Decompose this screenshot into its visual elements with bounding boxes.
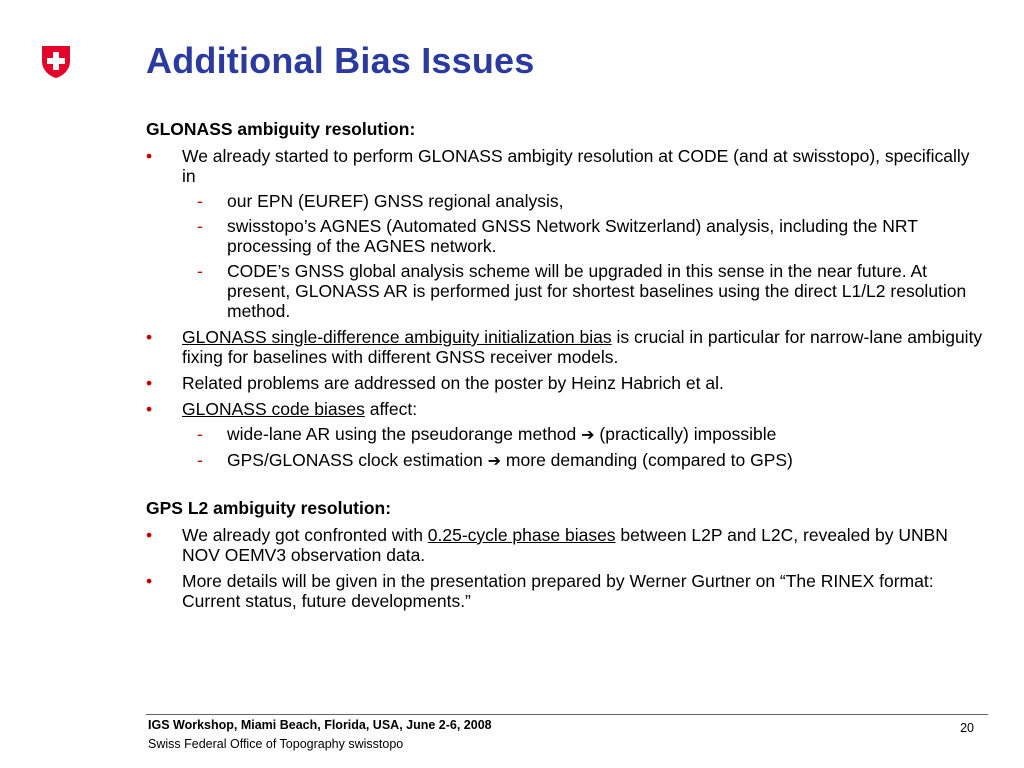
sub-bullet-text-tail: (practically) impossible — [594, 424, 777, 444]
right-arrow-icon: ➔ — [487, 451, 502, 470]
bullet-marker: • — [146, 373, 153, 393]
sub-bullet-code-global — [146, 261, 986, 321]
sub-bullet-text: CODE’s GNSS global analysis scheme will be upgraded in this sense in the near future. At present, GLONASS AR is performed just for shortest baselines using the direct L1/L2 resolution method. — [227, 261, 967, 321]
bullet-text: We already started to perform GLONASS ambigity resolution at CODE (and at swisstopo), specifically in — [182, 146, 970, 186]
footer-organization: Swiss Federal Office of Topography swisstopo — [148, 737, 404, 751]
sub-bullet-epn — [146, 191, 986, 211]
swiss-cross-shield-icon — [40, 44, 72, 80]
underlined-term: GLONASS single-difference ambiguity initialization bias — [182, 327, 612, 347]
right-arrow-icon: ➔ — [581, 425, 595, 444]
section-heading-gps-l2: GPS L2 ambiguity resolution: — [146, 498, 392, 518]
bullet-text-tail: between L2P and L2C, revealed by UNBN NOV OEMV3 observation data. — [182, 525, 948, 565]
bullet-marker: • — [146, 571, 153, 591]
footer-divider — [146, 714, 988, 715]
sub-bullet-text: wide-lane AR using the pseudorange method — [227, 424, 582, 444]
bullet-text: affect: — [364, 399, 418, 419]
sub-bullet-clock-estimation — [146, 450, 986, 471]
sub-bullet-marker: - — [197, 261, 203, 281]
sub-bullet-marker: - — [197, 191, 203, 211]
bullet-marker: • — [146, 525, 153, 545]
page-number: 20 — [960, 721, 974, 735]
bullet-marker: • — [146, 146, 153, 166]
sub-bullet-text: our EPN (EUREF) GNSS regional analysis, — [227, 191, 564, 211]
bullet-text: We already got confronted with — [182, 525, 428, 545]
section-heading-glonass: GLONASS ambiguity resolution: — [146, 119, 416, 139]
bullet-text: Related problems are addressed on the poster by Heinz Habrich et al. — [182, 373, 724, 393]
bullet-single-difference-bias — [146, 327, 986, 367]
bullet-text: More details will be given in the presentation prepared by Werner Gurtner on “The RINEX format: Current status, future developments.” — [182, 571, 934, 611]
bullet-phase-biases — [146, 525, 986, 565]
slide-body — [146, 118, 986, 611]
sub-bullet-wide-lane — [146, 424, 986, 445]
underlined-term: 0.25-cycle phase biases — [427, 525, 616, 545]
footer-event: IGS Workshop, Miami Beach, Florida, USA, June 2-6, 2008 — [148, 718, 492, 732]
bullet-text: is crucial in particular for narrow-lane ambiguity fixing for baselines with different GNSS receiver models. — [182, 327, 983, 367]
bullet-marker: • — [146, 399, 153, 419]
sub-bullet-text: GPS/GLONASS clock estimation — [227, 450, 488, 470]
bullet-glonass-ar-started — [146, 146, 986, 186]
sub-bullet-marker: - — [197, 216, 203, 236]
bullet-more-details — [146, 571, 986, 611]
sub-bullet-agnes — [146, 216, 986, 256]
sub-bullet-text: swisstopo’s AGNES (Automated GNSS Network Switzerland) analysis, including the NRT processing of the AGNES network. — [227, 216, 918, 256]
sub-bullet-marker: - — [197, 450, 203, 470]
bullet-related-problems — [146, 373, 986, 393]
sub-bullet-marker: - — [197, 424, 203, 444]
bullet-marker: • — [146, 327, 153, 347]
bullet-code-biases — [146, 399, 986, 419]
section-spacer — [146, 471, 986, 497]
slide-title: Additional Bias Issues — [146, 40, 535, 81]
sub-bullet-text-tail: more demanding (compared to GPS) — [501, 450, 793, 470]
underlined-term: GLONASS code biases — [182, 399, 365, 419]
